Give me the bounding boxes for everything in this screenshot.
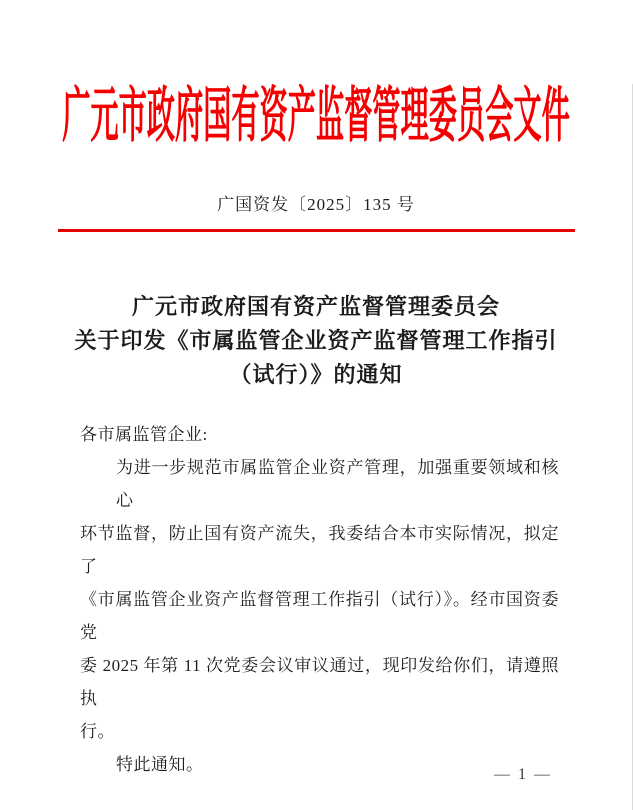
notice-title-line-2: 关于印发《市属监管企业资产监督管理工作指引: [74, 328, 558, 353]
salutation: 各市属监管企业:: [80, 425, 208, 444]
body-line: 行。: [80, 722, 115, 741]
notice-title: [0, 290, 632, 392]
page-number: — 1 —: [494, 766, 552, 783]
notice-body: [80, 418, 559, 781]
closing-line: 特此通知。: [116, 755, 204, 774]
red-divider-rule: [58, 229, 575, 232]
red-header-banner: [0, 84, 632, 148]
body-line: 环节监督，防止国有资产流失，我委结合本市实际情况，拟定了: [80, 524, 559, 576]
body-line: 委 2025 年第 11 次党委会议审议通过，现印发给你们，请遵照执: [80, 656, 559, 708]
body-line: 《市属监管企业资产监督管理工作指引（试行）》。经市国资委党: [80, 590, 559, 642]
body-line: 为进一步规范市属监管企业资产管理，加强重要领域和核心: [116, 458, 559, 510]
document-header-title: 广元市政府国有资产监督管理委员会文件: [62, 83, 570, 149]
document-number: 广国资发〔2025〕135 号: [217, 195, 415, 214]
notice-title-line-3: （试行）》的通知: [229, 362, 403, 387]
notice-title-line-1: 广元市政府国有资产监督管理委员会: [131, 294, 500, 319]
document-page: [0, 84, 633, 810]
